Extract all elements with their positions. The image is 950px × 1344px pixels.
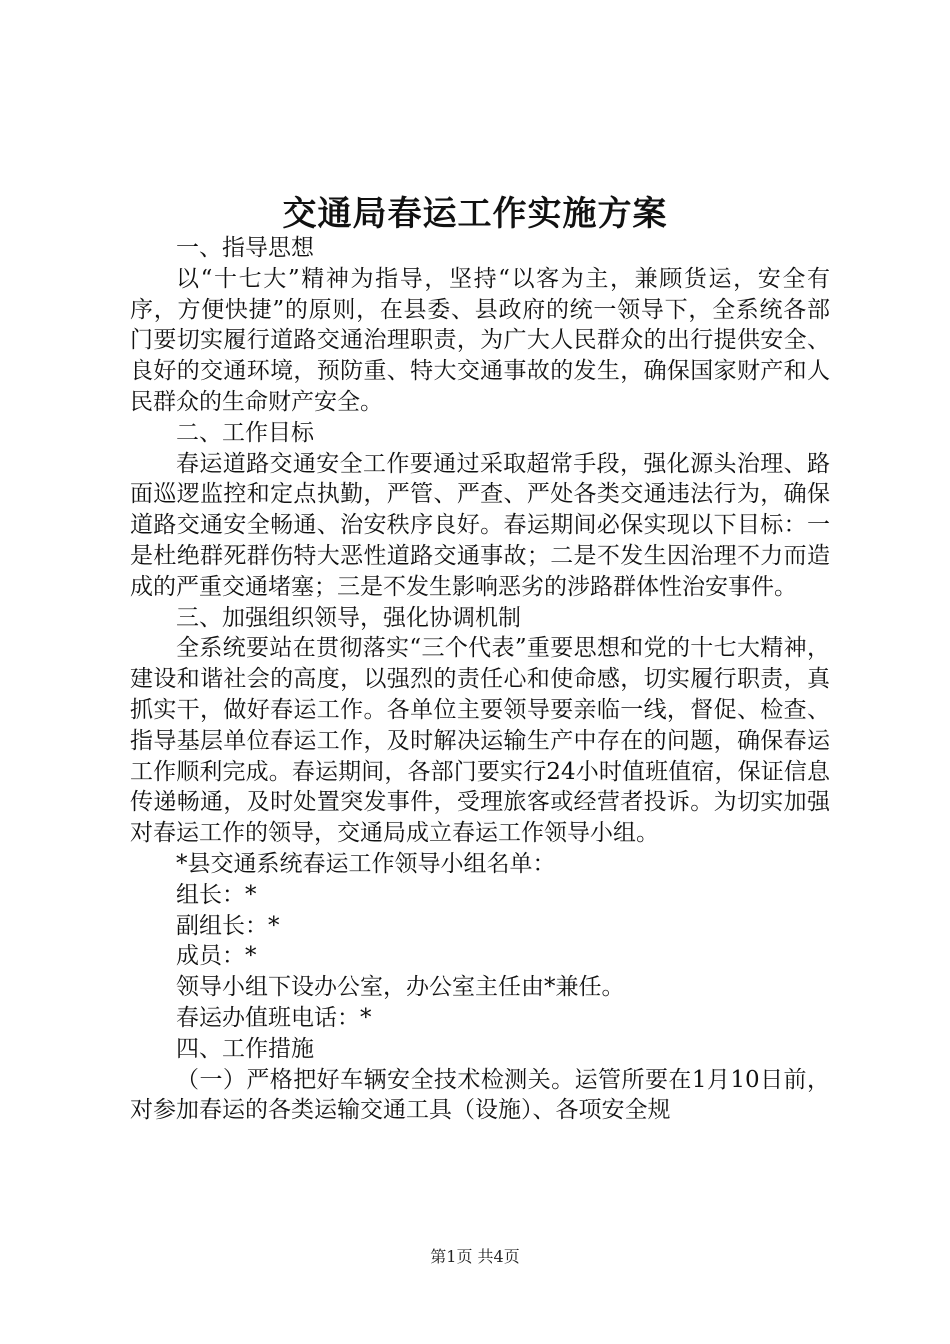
page-number: 第1页 共4页 [430,1247,520,1266]
section-heading-4: 四、工作措施 [176,1035,314,1062]
list-title-leadership-group: *县交通系统春运工作领导小组名单： [176,850,556,877]
section-heading-2: 二、工作目标 [176,419,314,446]
document-body [130,233,830,1126]
section-heading-1: 一、指导思想 [176,235,314,261]
list-item-deputy-leader: 副组长：* [176,912,280,939]
paragraph-measure-1: （一）严格把好车辆安全技术检测关。运管所要在1月10日前，对参加春运的各类运输交通工具（设施）、各项安全规 [130,1066,830,1124]
paragraph-work-goals: 春运道路交通安全工作要通过采取超常手段，强化源头治理、路面巡逻监控和定点执勤，严管、严查、严处各类交通违法行为，确保道路交通安全畅通、治安秩序良好。春运期间必保实现以下目标：一是杜绝群死群伤特大恶性道路交通事故；二是不发生因治理不力而造成的严重交通堵塞；三是不发生影响恶劣的涉路群体性治安事件。 [130,450,830,600]
section-heading-3: 三、加强组织领导，强化协调机制 [176,604,521,631]
paragraph-office: 领导小组下设办公室，办公室主任由*兼任。 [176,974,625,1001]
document-title: 交通局春运工作实施方案 [282,194,668,234]
list-item-leader: 组长：* [176,881,257,908]
paragraph-duty-phone: 春运办值班电话：* [176,1004,372,1031]
paragraph-guiding-ideology: 以“十七大”精神为指导，坚持“以客为主，兼顾货运，安全有序，方便快捷”的原则，在县委、县政府的统一领导下，全系统各部门要切实履行道路交通治理职责，为广大人民群众的出行提供安全、良好的交通环境，预防重、特大交通事故的发生，确保国家财产和人民群众的生命财产安全。 [130,265,830,415]
list-item-members: 成员：* [176,943,257,970]
paragraph-organization: 全系统要站在贯彻落实“三个代表”重要思想和党的十七大精神，建设和谐社会的高度，以强烈的责任心和使命感，切实履行职责，真抓实干，做好春运工作。各单位主要领导要亲临一线，督促、检查、指导基层单位春运工作，及时解决运输生产中存在的问题，确保春运工作顺利完成。春运期间，各部门要实行24小时值班值宿，保证信息传递畅通，及时处置突发事件，受理旅客或经营者投诉。为切实加强对春运工作的领导，交通局成立春运工作领导小组。 [130,635,830,847]
